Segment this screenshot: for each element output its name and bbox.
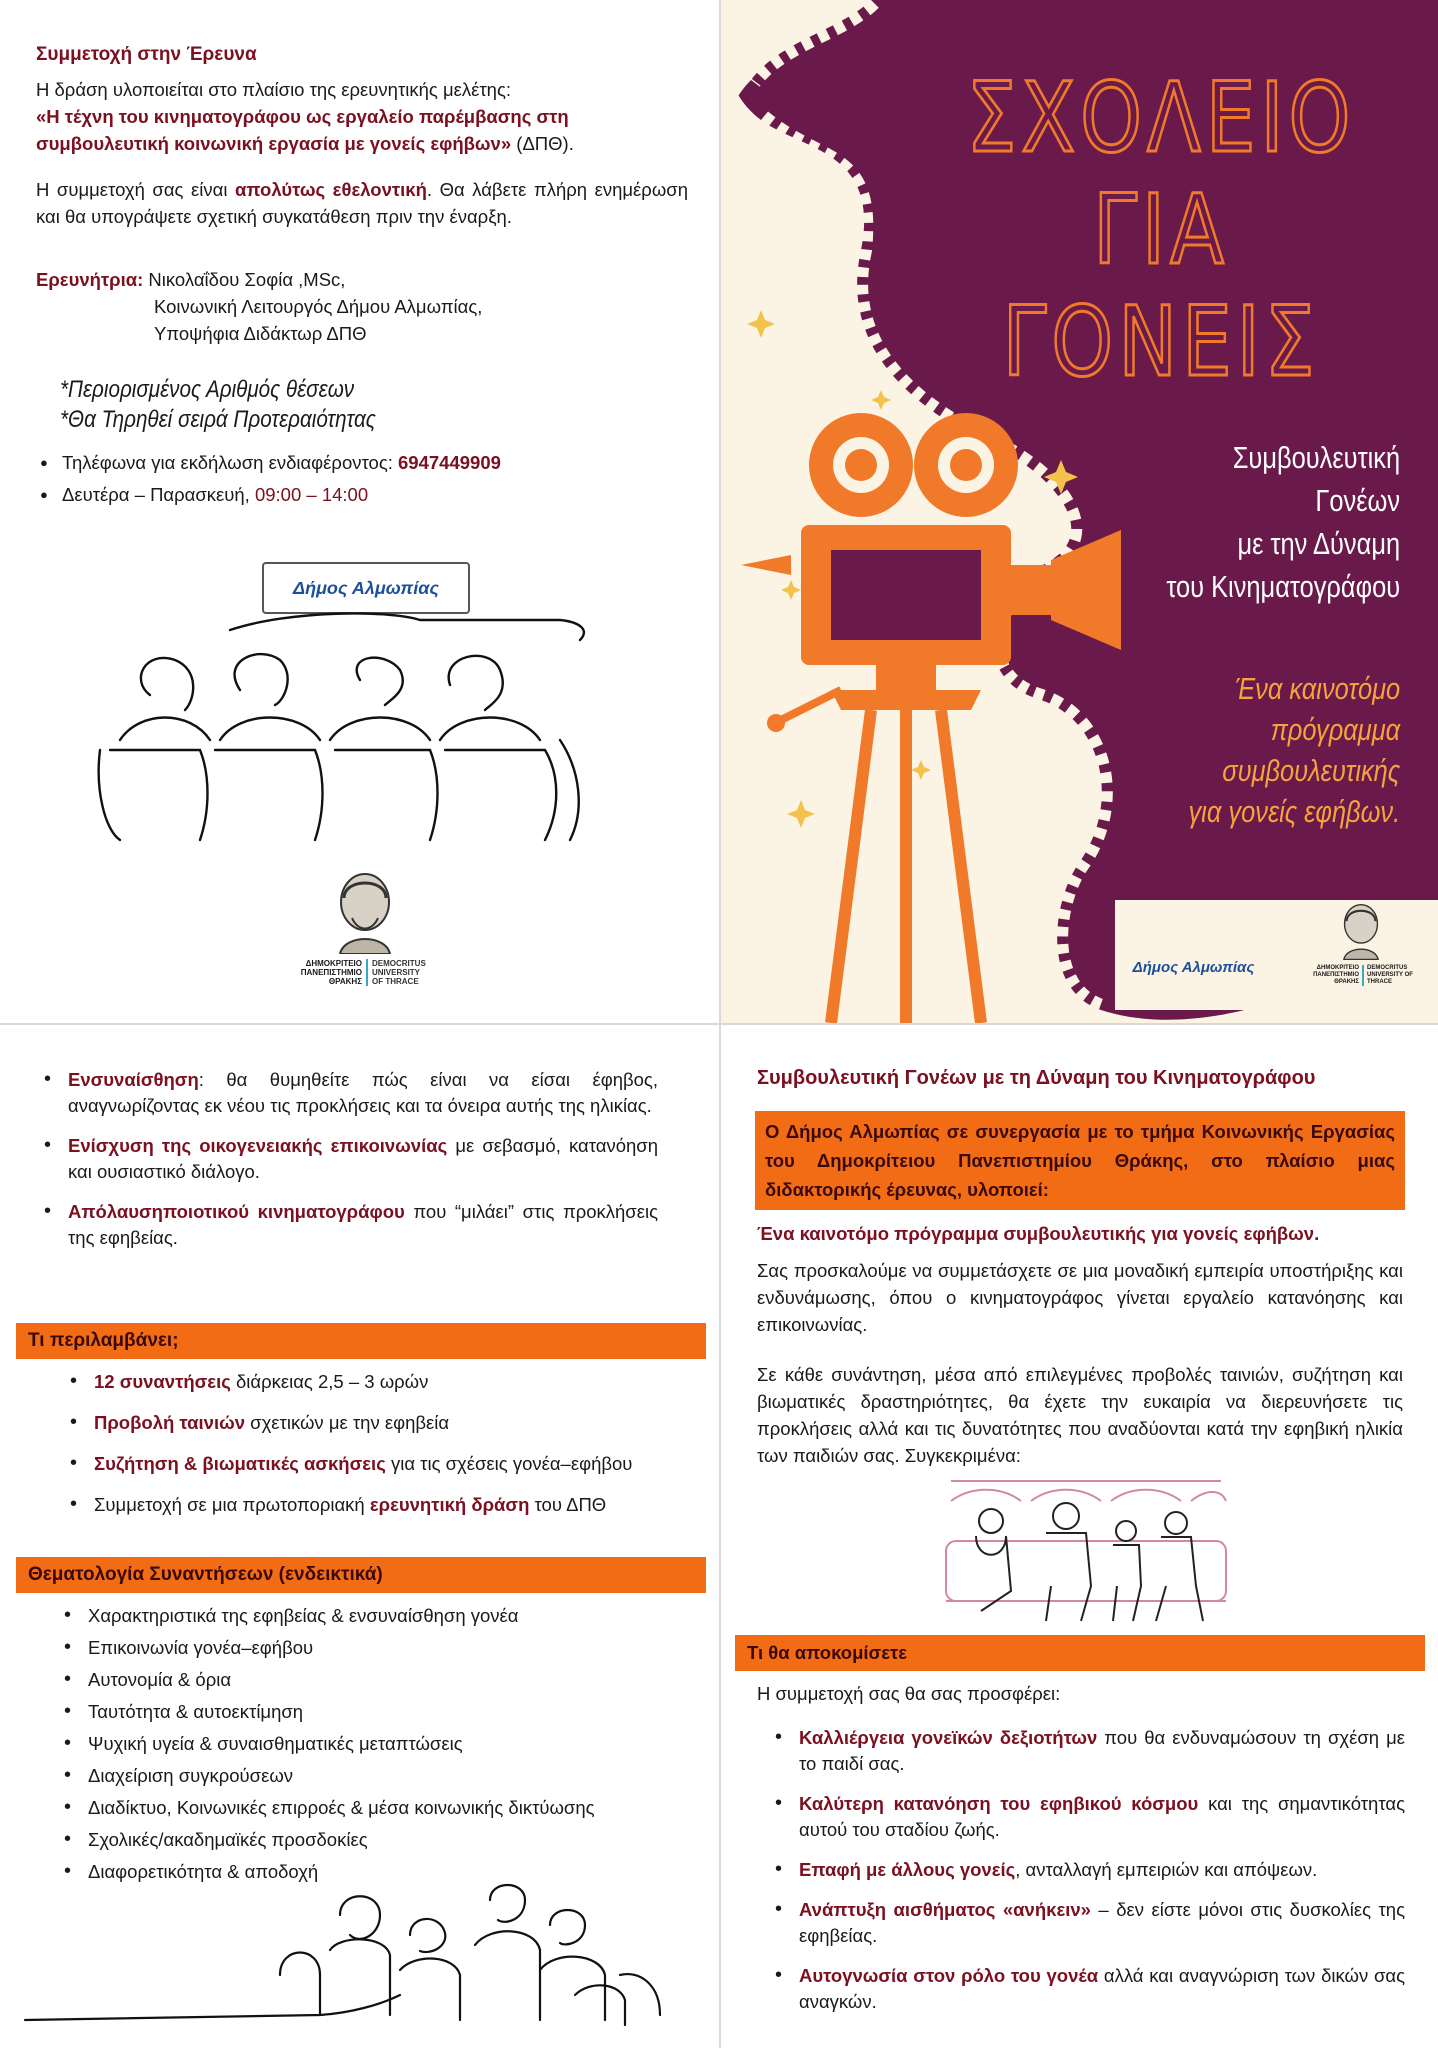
panel-participation — [0, 0, 719, 1023]
list-item: • Διαφορετικότητα & αποδοχή — [58, 1859, 698, 1885]
program-heading: Ένα καινοτόμο πρόγραμμα συμβουλευτικής για γονείς εφήβων. — [757, 1223, 1320, 1244]
voluntary-emphasis: απολύτως εθελοντική — [235, 179, 427, 200]
list-item: • Ανάπτυξη αισθήματος «ανήκειν» – δεν είστε μόνοι στις δυσκολίες της εφηβείας. — [769, 1897, 1405, 1949]
includes-header: Τι περιλαμβάνει; — [16, 1323, 706, 1359]
democritus-bust-icon — [330, 868, 400, 954]
list-item: • Προβολή ταινιών σχετικών με την εφηβεία — [64, 1410, 684, 1436]
list-item: • Αυτονομία & όρια — [58, 1667, 698, 1693]
list-item: • Συζήτηση & βιωματικές ασκήσεις για τις σχέσεις γονέα–εφήβου — [64, 1451, 684, 1477]
panel-cover — [721, 0, 1438, 1023]
invitation-title: Συμβουλευτική Γονέων με τη Δύναμη του Κινηματογράφου — [757, 1067, 1316, 1089]
notes — [60, 376, 560, 434]
list-item: • Διαχείριση συγκρούσεων — [58, 1763, 698, 1789]
list-item: • Καλλιέργεια γονεϊκών δεξιοτήτων που θα ενδυναμώσουν τη σχέση με το παιδί σας. — [769, 1725, 1405, 1777]
dimos-logo-text: Δήμος Αλμωπίας — [293, 577, 439, 598]
phone-number[interactable]: 6947449909 — [398, 452, 501, 473]
office-hours: 09:00 – 14:00 — [254, 484, 369, 505]
list-item: • Σχολικές/ακαδημαϊκές προσδοκίες — [58, 1827, 698, 1853]
family-cinema-illustration — [941, 1471, 1231, 1631]
includes-list — [64, 1369, 684, 1533]
panel-invitation — [721, 1025, 1438, 2048]
note-priority: *Θα Τηρηθεί σειρά Προτεραιότητας — [60, 406, 376, 433]
cover-title-line2: ΓΙΑ ΓΟΝΕΙΣ — [1002, 174, 1320, 398]
list-item: • Καλύτερη κατανόηση του εφηβικού κόσμου και της σημαντικότητας αυτού του σταδίου ζωής. — [769, 1791, 1405, 1843]
intro-box: Ο Δήμος Αλμωπίας σε συνεργασία με το τμήμα Κοινωνικής Εργασίας του Δημοκρίτειου Πανεπιστημίου Θράκης, στο πλαίσιο μιας διδακτορικής έρευνας, υλοποιεί: — [755, 1111, 1405, 1210]
list-item: • Διαδίκτυο, Κοινωνικές επιρροές & μέσα κοινωνικής δικτύωσης — [58, 1795, 698, 1821]
cover-subtitle: Συμβουλευτική Γονέων με την Δύναμη του Κινηματογράφου — [1166, 440, 1400, 604]
participation-heading: Συμμετοχή στην Έρευνα — [36, 44, 257, 65]
duth-english: DEMOCRITUS UNIVERSITY OF THRACE — [372, 959, 426, 986]
audience-illustration — [90, 600, 610, 850]
list-item: • Επικοινωνία γονέα–εφήβου — [58, 1635, 698, 1661]
study-intro-line: Η δράση υλοποιείται στο πλαίσιο της ερευνητικής μελέτης: — [36, 79, 512, 100]
voluntary-text: Η συμμετοχή σας είναι απολύτως εθελοντική. Θα λάβετε πλήρη ενημέρωση και θα υπογράψετε σχετική συγκατάθεση πριν την έναρξη. — [36, 179, 688, 227]
gains-list — [769, 1725, 1405, 2029]
cover-duth-logo: ΔΗΜΟΚΡΙΤΕΙΟ ΠΑΝΕΠΙΣΤΗΜΙΟ ΘΡΑΚΗΣ DEMOCRITUS UNIVERSITY OF THRACE — [1296, 900, 1426, 986]
topics-header: Θεματολογία Συναντήσεων (ενδεικτικά) — [16, 1557, 706, 1593]
researcher-phd: Υποψήφια Διδάκτωρ ΔΠΘ — [154, 323, 367, 344]
benefits-list — [38, 1067, 658, 1265]
list-item: • 12 συναντήσεις διάρκειας 2,5 – 3 ωρών — [64, 1369, 684, 1395]
list-item: • Απόλαυσηποιοτικού κινηματογράφου που “μιλάει” στις προκλήσεις της εφηβείας. — [38, 1199, 658, 1251]
duth-greek: ΔΗΜΟΚΡΙΤΕΙΟ ΠΑΝΕΠΙΣΤΗΜΙΟ ΘΡΑΚΗΣ — [300, 959, 362, 986]
cover-title-line1: ΣΧΟΛΕΙΟ — [966, 62, 1356, 174]
duth-logo — [290, 868, 440, 986]
phone-line: ● Τηλέφωνα για εκδήλωση ενδιαφέροντος: 6947449909 — [42, 450, 501, 476]
list-item: • Ενσυναίσθηση: θα θυμηθείτε πώς είναι να είσαι έφηβος, αναγνωρίζοντας εκ νέου τις προκλήσεις και τα όνειρα αυτής της ηλικίας. — [38, 1067, 658, 1119]
para-invitation: Σας προσκαλούμε να συμμετάσχετε σε μια μοναδική εμπειρία υποστήριξης και ενδυνάμωσης, όπου ο κινηματογράφος γίνεται εργαλείο κατανόησης και επικοινωνίας. — [757, 1260, 1403, 1335]
note-limited-seats: *Περιορισμένος Αριθμός θέσεων — [60, 376, 355, 403]
researcher-label: Ερευνήτρια: — [36, 269, 144, 290]
hours-line: ● Δευτέρα – Παρασκευή, 09:00 – 14:00 — [42, 482, 368, 508]
researcher-role: Κοινωνική Λειτουργός Δήμου Αλμωπίας, — [154, 296, 483, 317]
cover-tagline: Ένα καινοτόμο πρόγραμμα συμβουλευτικής για γονείς εφήβων. — [1188, 671, 1400, 829]
panel-program-details — [0, 1025, 719, 2048]
list-item: • Ενίσχυση της οικογενειακής επικοινωνίας με σεβασμό, κατανόηση και ουσιαστικό διάλογο. — [38, 1133, 658, 1185]
study-intro — [36, 76, 686, 157]
topics-list — [58, 1603, 698, 1891]
cover-dimos-logo: Δήμος Αλμωπίας — [1132, 958, 1255, 976]
study-title: «Η τέχνη του κινηματογράφου ως εργαλείο παρέμβασης στη συμβουλευτική κοινωνική εργασία με γονείς εφήβων» — [36, 106, 569, 154]
cover-democritus-bust-icon — [1337, 900, 1385, 960]
researcher-name: Νικολαΐδου Σοφία ,MSc, — [143, 269, 346, 290]
gains-header: Τι θα αποκομίσετε — [735, 1635, 1425, 1671]
gains-intro: Η συμμετοχή σας θα σας προσφέρει: — [757, 1683, 1061, 1704]
list-item: • Χαρακτηριστικά της εφηβείας & ενσυναίσθηση γονέα — [58, 1603, 698, 1629]
list-item: • Αυτογνωσία στον ρόλο του γονέα αλλά και αναγνώριση των δικών σας αναγκών. — [769, 1963, 1405, 2015]
cover-title — [921, 62, 1401, 398]
list-item: • Ταυτότητα & αυτοεκτίμηση — [58, 1699, 698, 1725]
audience-line-drawing — [20, 1875, 700, 2035]
para-details: Σε κάθε συνάντηση, μέσα από επιλεγμένες προβολές ταινιών, συζήτηση και βιωματικές δραστηριότητες, θα έχετε την ευκαιρία να διερευνήσετε τις προκλήσεις αλλά και τις δυνατότητες που αναδύονται κατά την εφηβική ηλικία των παιδιών σας. Συγκεκριμένα: — [757, 1364, 1403, 1466]
study-suffix: (ΔΠΘ). — [511, 133, 574, 154]
list-item: • Επαφή με άλλους γονείς, ανταλλαγή εμπειριών και απόψεων. — [769, 1857, 1405, 1883]
researcher-block — [36, 266, 686, 347]
list-item: • Συμμετοχή σε μια πρωτοποριακή ερευνητική δράση του ΔΠΘ — [64, 1492, 684, 1518]
list-item: • Ψυχική υγεία & συναισθηματικές μεταπτώσεις — [58, 1731, 698, 1757]
